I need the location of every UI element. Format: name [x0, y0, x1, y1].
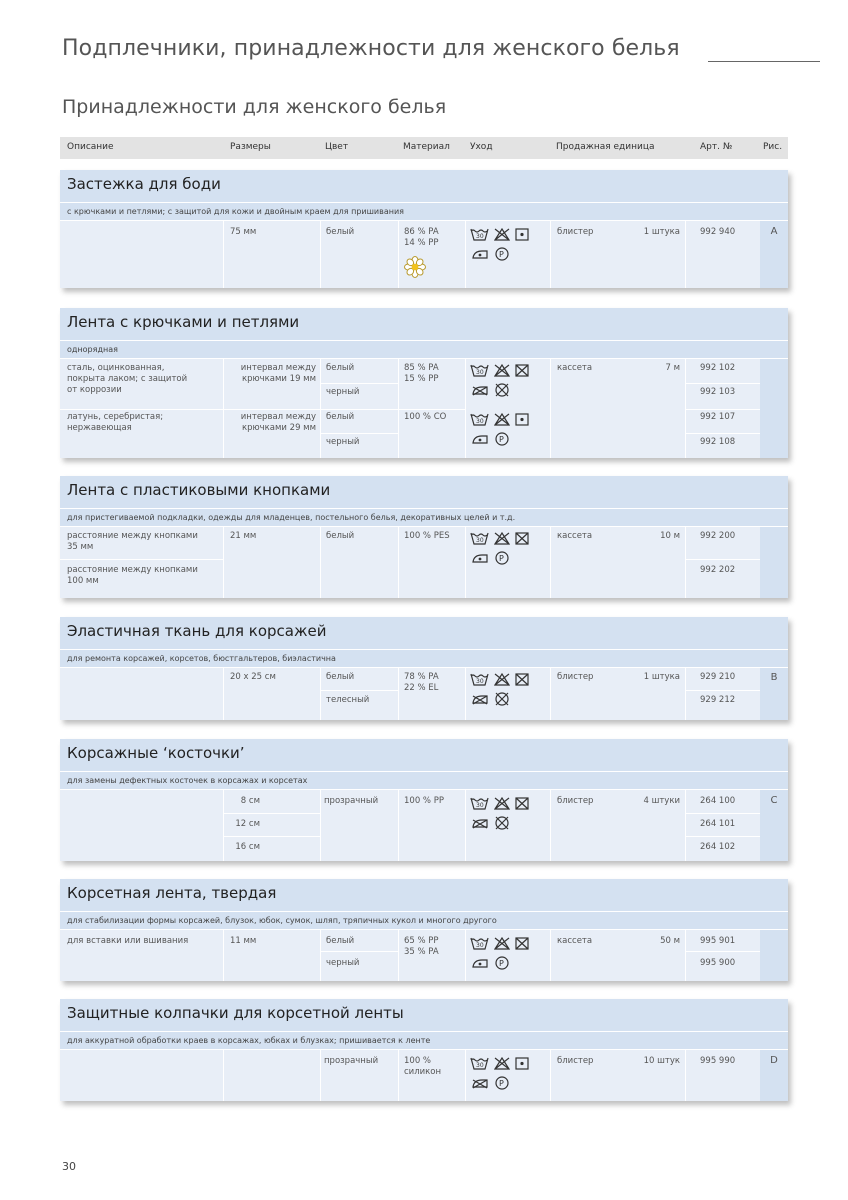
product-block-elastic-fabric — [60, 617, 788, 720]
care-icons — [470, 795, 538, 833]
quantity: 10 м — [660, 531, 680, 541]
quantity: 7 м — [665, 363, 680, 373]
svg-text:P: P — [499, 435, 504, 444]
care-icons — [470, 411, 538, 449]
sales-unit: блистер — [557, 227, 594, 237]
block-subtitle: однорядная — [60, 340, 788, 358]
description: для вставки или вшивания — [67, 936, 189, 946]
description: латунь, серебристая; нержавеющая — [67, 412, 164, 433]
figure-letter: A — [770, 226, 778, 237]
flower-icon — [404, 256, 426, 282]
product-block-body-fastener — [60, 170, 788, 288]
block-title: Лента с крючками и петлями — [67, 313, 300, 331]
sales-unit: кассета — [557, 531, 593, 541]
figure-letter: B — [770, 672, 778, 683]
color: белый — [326, 227, 355, 237]
block-body — [60, 929, 788, 981]
quantity: 4 штуки — [643, 796, 680, 806]
block-body — [60, 526, 788, 598]
care-icons — [470, 935, 538, 973]
material: 100 % PP — [404, 796, 444, 806]
color: черный — [326, 437, 360, 447]
sales-unit: кассета — [557, 363, 593, 373]
care-icons — [470, 226, 538, 264]
svg-text:30: 30 — [476, 802, 484, 809]
size: 12 см — [235, 819, 260, 829]
figure-letter: D — [770, 1055, 778, 1066]
sales-unit: блистер — [557, 672, 594, 682]
article-number: 992 202 — [700, 565, 736, 575]
svg-text:30: 30 — [476, 369, 484, 376]
col-article: Арт. № — [700, 142, 733, 152]
article-number: 995 990 — [700, 1056, 736, 1066]
svg-text:30: 30 — [476, 942, 484, 949]
sales-unit: блистер — [557, 796, 594, 806]
care-icons — [470, 671, 538, 709]
svg-text:P: P — [499, 959, 504, 968]
column-header-bar — [60, 137, 788, 159]
col-figure: Рис. — [763, 142, 783, 152]
block-subtitle: для пристегиваемой подкладки, одежды для младенцев, постельного белья, декоративных целей и т.д. — [60, 508, 788, 526]
description: расстояние между кнопками 35 мм — [67, 531, 198, 552]
col-sales-unit: Продажная единица — [556, 142, 655, 152]
size: 75 мм — [230, 227, 257, 237]
block-body — [60, 1049, 788, 1101]
block-title: Защитные колпачки для корсетной ленты — [67, 1004, 404, 1022]
col-material: Материал — [403, 142, 450, 152]
col-care: Уход — [470, 142, 493, 152]
size: интервал между крючками 19 мм — [240, 363, 316, 384]
size: 11 мм — [230, 936, 257, 946]
block-body — [60, 667, 788, 720]
color: телесный — [326, 695, 370, 705]
block-subtitle: с крючками и петлями; с защитой для кожи и двойным краем для пришивания — [60, 202, 788, 220]
quantity: 1 штука — [643, 227, 680, 237]
color: прозрачный — [324, 796, 379, 806]
care-icons — [470, 362, 538, 400]
block-title: Застежка для боди — [67, 175, 221, 193]
quantity: 1 штука — [643, 672, 680, 682]
block-title: Корсажные ‘косточки’ — [67, 744, 245, 762]
article-number: 992 103 — [700, 387, 736, 397]
article-number: 992 108 — [700, 437, 736, 447]
block-body — [60, 220, 788, 288]
section-title: Принадлежности для женского белья — [62, 96, 447, 118]
product-block-snap-tape — [60, 476, 788, 598]
sales-unit: блистер — [557, 1056, 594, 1066]
size: интервал между крючками 29 мм — [240, 412, 316, 433]
figure-letter: C — [770, 795, 778, 806]
sales-unit: кассета — [557, 936, 593, 946]
article-number: 264 102 — [700, 842, 736, 852]
description: расстояние между кнопками 100 мм — [67, 565, 198, 586]
article-number: 929 210 — [700, 672, 736, 682]
block-title: Корсетная лента, твердая — [67, 884, 277, 902]
color: прозрачный — [324, 1056, 379, 1066]
color: белый — [326, 531, 355, 541]
material: 100 % силикон — [404, 1056, 442, 1077]
article-number: 995 901 — [700, 936, 736, 946]
color: черный — [326, 958, 360, 968]
col-color: Цвет — [325, 142, 349, 152]
material: 86 % PA 14 % PP — [404, 227, 439, 248]
block-subtitle: для замены дефектных косточек в корсажах и корсетах — [60, 771, 788, 789]
care-icons — [470, 1055, 538, 1093]
color: черный — [326, 387, 360, 397]
svg-text:30: 30 — [476, 1062, 484, 1069]
block-body — [60, 358, 788, 458]
product-block-corset-tape — [60, 879, 788, 981]
article-number: 992 107 — [700, 412, 736, 422]
block-subtitle: для стабилизации формы корсажей, блузок, юбок, сумок, шляп, тряпичных кукол и многого другого — [60, 911, 788, 929]
article-number: 992 102 — [700, 363, 736, 373]
care-icons — [470, 530, 538, 568]
block-subtitle: для аккуратной обработки краев в корсажах, юбках и блузках; пришивается к ленте — [60, 1031, 788, 1049]
article-number: 995 900 — [700, 958, 736, 968]
article-number: 992 200 — [700, 531, 736, 541]
svg-text:P: P — [499, 250, 504, 259]
article-number: 264 100 — [700, 796, 736, 806]
col-sizes: Размеры — [230, 142, 271, 152]
svg-text:P: P — [499, 554, 504, 563]
product-block-protective-caps — [60, 999, 788, 1101]
description: сталь, оцинкованная, покрыта лаком; с защитой от коррозии — [67, 363, 188, 395]
material: 65 % PP 35 % PA — [404, 936, 439, 957]
block-subtitle: для ремонта корсажей, корсетов, бюстгальтеров, биэластична — [60, 649, 788, 667]
svg-text:30: 30 — [476, 233, 484, 240]
article-number: 929 212 — [700, 695, 736, 705]
article-number: 992 940 — [700, 227, 736, 237]
color: белый — [326, 936, 355, 946]
material: 85 % PA 15 % PP — [404, 363, 439, 384]
quantity: 10 штук — [643, 1056, 680, 1066]
article-number: 264 101 — [700, 819, 736, 829]
color: белый — [326, 412, 355, 422]
quantity: 50 м — [660, 936, 680, 946]
material: 100 % PES — [404, 531, 450, 541]
material: 78 % PA 22 % EL — [404, 672, 439, 693]
page-number: 30 — [62, 1160, 76, 1173]
size: 21 мм — [230, 531, 257, 541]
svg-text:30: 30 — [476, 418, 484, 425]
size: 8 см — [240, 796, 260, 806]
block-body — [60, 789, 788, 861]
block-title: Эластичная ткань для корсажей — [67, 622, 327, 640]
size: 16 см — [235, 842, 260, 852]
svg-text:30: 30 — [476, 678, 484, 685]
product-block-boning — [60, 739, 788, 861]
page-title: Подплечники, принадлежности для женского белья — [62, 36, 680, 61]
product-block-hook-tape — [60, 308, 788, 458]
material: 100 % CO — [404, 412, 447, 422]
block-title: Лента с пластиковыми кнопками — [67, 481, 331, 499]
size: 20 x 25 см — [230, 672, 276, 682]
col-description: Описание — [67, 142, 114, 152]
svg-text:30: 30 — [476, 537, 484, 544]
color: белый — [326, 672, 355, 682]
title-rule — [708, 61, 820, 62]
svg-text:P: P — [499, 1079, 504, 1088]
color: белый — [326, 363, 355, 373]
